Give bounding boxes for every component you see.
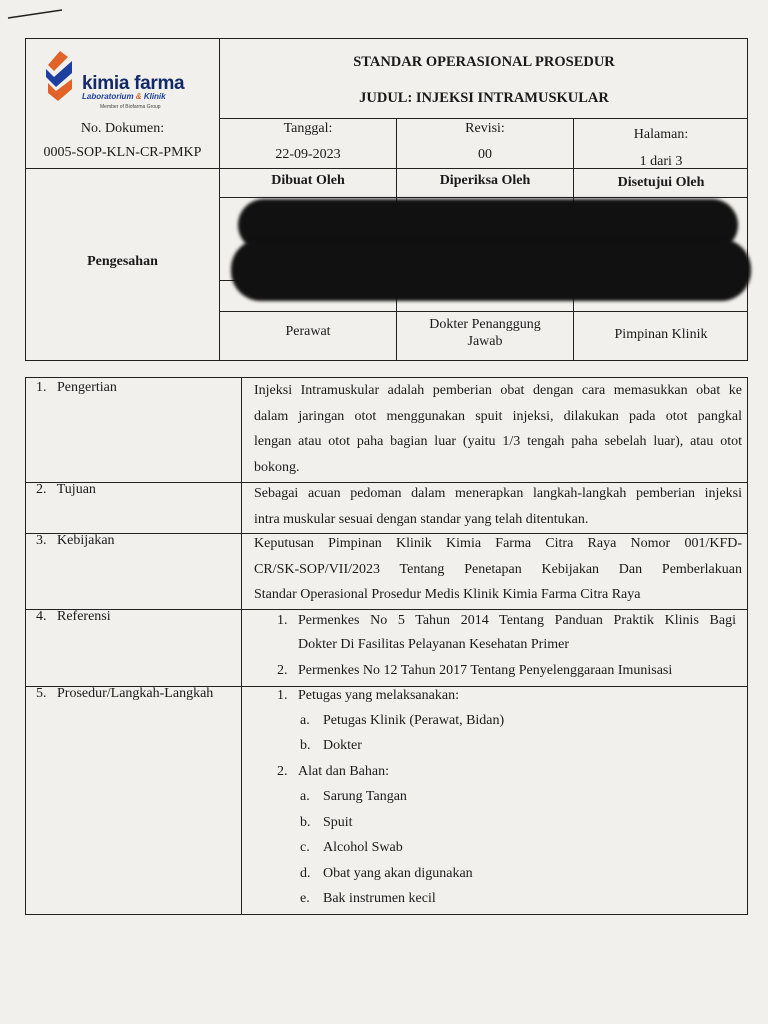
procedure-item: Obat yang akan digunakan [323, 866, 473, 881]
procedure-letter: d. [300, 866, 311, 881]
tujuan-line: Sebagai acuan pedoman dalam menerapkan langkah-langkah pemberian injeksi [254, 486, 742, 501]
revision-label: Revisi: [465, 121, 505, 136]
procedure-letter: a. [300, 789, 310, 804]
section-pengertian-label: 1. Pengertian [36, 380, 117, 395]
pengertian-line: dalam jaringan otot menggunakan spuit injeksi, dilakukan pada otot pangkal [254, 408, 742, 424]
made-by-label: Dibuat Oleh [271, 173, 345, 188]
approved-by-label: Disetujui Oleh [617, 175, 705, 190]
reference-text: Permenkes No 5 Tahun 2014 Tentang Panduan Praktik Klinis Bagi [298, 613, 736, 628]
page-value: 1 dari 3 [639, 154, 683, 169]
tujuan-line: intra muskular sesuai dengan standar yang telah ditentukan. [254, 511, 589, 527]
procedure-number: 2. [277, 764, 288, 779]
role-doctor-line2: Jawab [467, 334, 503, 349]
kimia-farma-logo [42, 47, 218, 111]
logo-mark-icon [42, 47, 76, 109]
reference-text: Dokter Di Fasilitas Pelayanan Kesehatan Primer [298, 637, 569, 652]
date-label: Tanggal: [283, 121, 333, 136]
procedure-item: Dokter [323, 738, 362, 753]
procedure-item: Bak instrumen kecil [323, 891, 436, 906]
section-tujuan-label: 2. Tujuan [36, 482, 96, 497]
reference-text: Permenkes No 12 Tahun 2017 Tentang Penyelenggaraan Imunisasi [298, 663, 673, 678]
procedure-text: Alat dan Bahan: [298, 764, 389, 779]
sop-content-table [25, 377, 748, 915]
doc-number-label: No. Dokumen: [80, 121, 165, 136]
section-kebijakan-label: 3. Kebijakan [36, 533, 115, 548]
procedure-letter: e. [300, 891, 310, 906]
procedure-letter: a. [300, 713, 310, 728]
section-referensi-label: 4. Referensi [36, 609, 111, 624]
procedure-item: Spuit [323, 815, 353, 830]
procedure-letter: b. [300, 815, 311, 830]
reference-number: 1. [277, 613, 288, 628]
procedure-text: Petugas yang melaksanakan: [298, 688, 459, 703]
checked-by-label: Diperiksa Oleh [439, 173, 531, 188]
pen-mark [6, 6, 66, 22]
procedure-item: Petugas Klinik (Perawat, Bidan) [323, 713, 505, 728]
document-subtitle: JUDUL: INJEKSI INTRAMUSKULAR [359, 90, 609, 106]
logo-member-text: Member of Biofarma Group [100, 104, 161, 110]
page-label: Halaman: [633, 127, 689, 142]
section-prosedur-label: 5. Prosedur/Langkah-Langkah [36, 686, 214, 701]
revision-value: 00 [478, 147, 492, 162]
redaction-mark [231, 239, 751, 301]
kebijakan-line: Keputusan Pimpinan Klinik Kimia Farma Citra Raya Nomor 001/KFD- [254, 536, 742, 551]
procedure-letter: b. [300, 738, 311, 753]
procedure-item: Alcohol Swab [323, 840, 403, 855]
procedure-item: Sarung Tangan [323, 789, 407, 804]
pengertian-line: lengan atau otot paha bagian luar (yaitu 1/3 tengah paha sebelah luar), atau otot [254, 434, 742, 449]
pengertian-line: Injeksi Intramuskular adalah pemberian obat dengan cara memasukkan obat ke [254, 383, 742, 398]
logo-brand-text: kimia farma [82, 73, 185, 94]
logo-subtitle: Laboratorium & Klinik [82, 92, 166, 101]
role-doctor-line1: Dokter Penanggung [429, 317, 541, 332]
reference-number: 2. [277, 663, 288, 678]
kebijakan-line: CR/SK-SOP/VII/2023 Tentang Penetapan Kebijakan Dan Pemberlakuan [254, 561, 742, 577]
procedure-number: 1. [277, 688, 288, 703]
doc-number-value: 0005-SOP-KLN-CR-PMKP [43, 145, 202, 160]
role-nurse: Perawat [285, 324, 331, 339]
kebijakan-line: Standar Operasional Prosedur Medis Klinik Kimia Farma Citra Raya [254, 587, 641, 602]
date-value: 22-09-2023 [275, 147, 341, 162]
procedure-letter: c. [300, 840, 310, 855]
role-head: Pimpinan Klinik [614, 327, 708, 342]
pengertian-line: bokong. [254, 459, 300, 475]
approval-label: Pengesahan [87, 254, 158, 269]
header-table [25, 38, 748, 361]
document-title: STANDAR OPERASIONAL PROSEDUR [353, 54, 615, 70]
